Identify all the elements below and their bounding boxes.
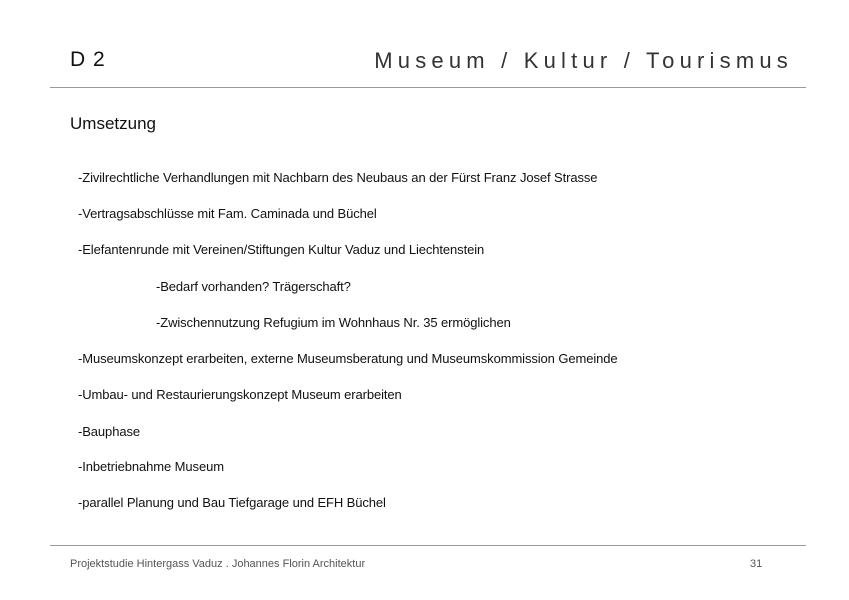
section-title: Umsetzung — [70, 114, 156, 133]
list-item: -Umbau- und Restaurierungskonzept Museum erarbeiten — [78, 387, 402, 402]
list-item: -Zivilrechtliche Verhandlungen mit Nachbarn des Neubaus an der Fürst Franz Josef Strasse — [78, 170, 598, 185]
page-number: 31 — [750, 558, 763, 570]
list-item: -Inbetriebnahme Museum — [78, 459, 224, 474]
list-item: -Museumskonzept erarbeiten, externe Museumsberatung und Museumskommission Gemeinde — [78, 351, 618, 366]
list-item: -parallel Planung und Bau Tiefgarage und EFH Büchel — [78, 495, 386, 510]
chapter-title: Museum / Kultur / Tourismus — [374, 48, 793, 73]
list-item-indented: -Zwischennutzung Refugium im Wohnhaus Nr. 35 ermöglichen — [156, 315, 511, 330]
list-item: -Elefantenrunde mit Vereinen/Stiftungen Kultur Vaduz und Liechtenstein — [78, 242, 485, 257]
chapter-code: D 2 — [70, 48, 106, 71]
footer-divider — [50, 545, 806, 546]
list-item: -Vertragsabschlüsse mit Fam. Caminada und Büchel — [78, 206, 377, 221]
list-item: -Bauphase — [78, 424, 140, 439]
footer-credit: Projektstudie Hintergass Vaduz . Johannes Florin Architektur — [70, 558, 366, 570]
list-item-indented: -Bedarf vorhanden? Trägerschaft? — [156, 279, 351, 294]
